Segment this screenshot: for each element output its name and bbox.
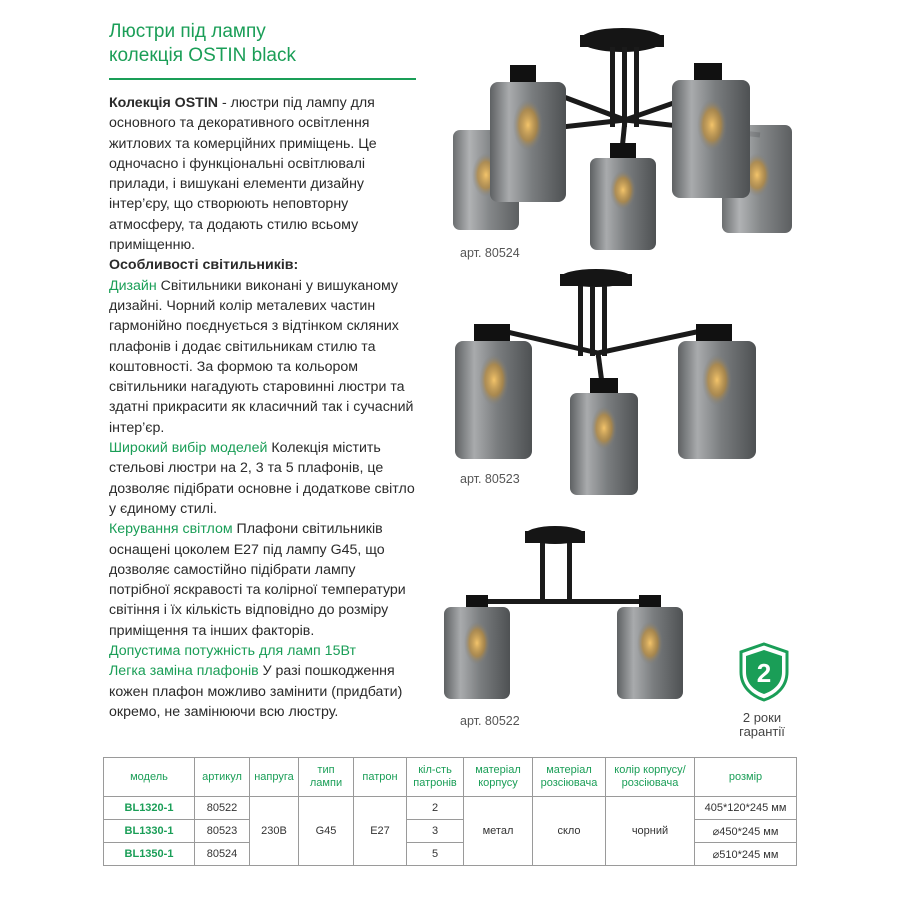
feature-power: Допустима потужність для ламп 15Вт: [109, 643, 356, 660]
cell-article: 80523: [195, 820, 250, 843]
feature-replace-title: Легка заміна плафонів: [109, 663, 259, 680]
title-divider: [109, 78, 416, 80]
title-line-2: колекція OSTIN black: [109, 45, 297, 66]
warranty-line-2: гарантії: [739, 724, 785, 739]
col-header-body-material: матеріал корпусу: [464, 758, 533, 797]
feature-design: [109, 276, 419, 438]
chandelier-3-image: [450, 268, 770, 498]
intro-paragraph: [109, 93, 419, 255]
features-heading: Особливості світильників:: [109, 257, 299, 274]
article-80523-label: арт. 80523: [460, 472, 520, 486]
col-header-diffuser-material: матеріал розсіювача: [533, 758, 606, 797]
article-80524-label: арт. 80524: [460, 246, 520, 260]
cell-model: BL1320-1: [104, 797, 195, 820]
col-header-size: розмір: [695, 758, 797, 797]
feature-choice-text: Колекція містить стельові люстри на 2, 3 та 5 плафонів, це дозволяє підібрати основне і додаткове світло у єдиному стилі.: [109, 440, 415, 517]
warranty-text: [722, 711, 802, 739]
cell-article: 80524: [195, 843, 250, 866]
warranty-number: 2: [756, 658, 772, 688]
feature-control: [109, 519, 419, 641]
col-header-socket-count: кіл-сть патронів: [407, 758, 464, 797]
col-header-lamp-type: тип лампи: [299, 758, 354, 797]
spec-table-header-row: [104, 758, 797, 797]
description: [109, 93, 419, 722]
page-title: [109, 20, 429, 68]
article-80522-label: арт. 80522: [460, 714, 520, 728]
col-header-color: колір корпусу/ розсіювача: [606, 758, 695, 797]
col-header-socket: патрон: [354, 758, 407, 797]
warranty-line-1: 2 роки: [742, 710, 782, 725]
col-header-voltage: напруга: [250, 758, 299, 797]
feature-replace-text: У разі пошкодження кожен плафон можливо замінити (придбати) окремо, не замінюючи всю люстру.: [109, 663, 403, 720]
cell-diffuser-material: скло: [533, 797, 606, 866]
cell-voltage: 230В: [250, 797, 299, 866]
cell-socket-count: 5: [407, 843, 464, 866]
cell-body-material: метал: [464, 797, 533, 866]
cell-article: 80522: [195, 797, 250, 820]
title-line-1: Люстри під лампу: [109, 21, 266, 42]
chandelier-5-image: [450, 25, 795, 255]
cell-size: 405*120*245 мм: [695, 797, 797, 820]
cell-size: ⌀450*245 мм: [695, 820, 797, 843]
warranty-shield-icon: [738, 642, 790, 702]
cell-socket-count: 2: [407, 797, 464, 820]
cell-lamp-type: G45: [299, 797, 354, 866]
col-header-model: модель: [104, 758, 195, 797]
cell-model: BL1330-1: [104, 820, 195, 843]
table-row: [104, 797, 797, 820]
feature-control-title: Керування світлом: [109, 521, 233, 538]
cell-size: ⌀510*245 мм: [695, 843, 797, 866]
intro-text: - люстри під лампу для основного та декоративного освітлення житлових та комерційних приміщень. Це одночасно і функціональні освітлювалі прилади, і вишукані елементи дизайну інтер’єру, що створюють неповторну атмосферу, та додають стилю всьому приміщенню.: [109, 95, 377, 254]
feature-design-title: Дизайн: [109, 277, 157, 294]
feature-choice: [109, 438, 419, 519]
spec-table: [103, 757, 797, 866]
intro-lead: Колекція OSTIN: [109, 95, 219, 111]
cell-socket-count: 3: [407, 820, 464, 843]
feature-choice-title: Широкий вибір моделей: [109, 440, 268, 457]
col-header-article: артикул: [195, 758, 250, 797]
feature-control-text: Плафони світильників оснащені цоколем E27 під лампу G45, що дозволяє самостійно підібрати лампу потрібної яскравості та колірної температури світіння і їх кількість відповідно до розміру приміщення та інших факторів.: [109, 521, 406, 639]
cell-color: чорний: [606, 797, 695, 866]
feature-replace: [109, 661, 419, 722]
cell-model: BL1350-1: [104, 843, 195, 866]
cell-socket: E27: [354, 797, 407, 866]
chandelier-2-image: [440, 525, 700, 705]
feature-design-text: Світильники виконані у вишуканому дизайні. Чорний колір металевих частин гармонійно поєднується з відтінком скляних плафонів і додає світильникам стилю та коштовності. За формою та кольором світильники нагадують старовинні люстри та здатні прикрасити як класичний так і сучасний інтер’єр.: [109, 277, 414, 436]
